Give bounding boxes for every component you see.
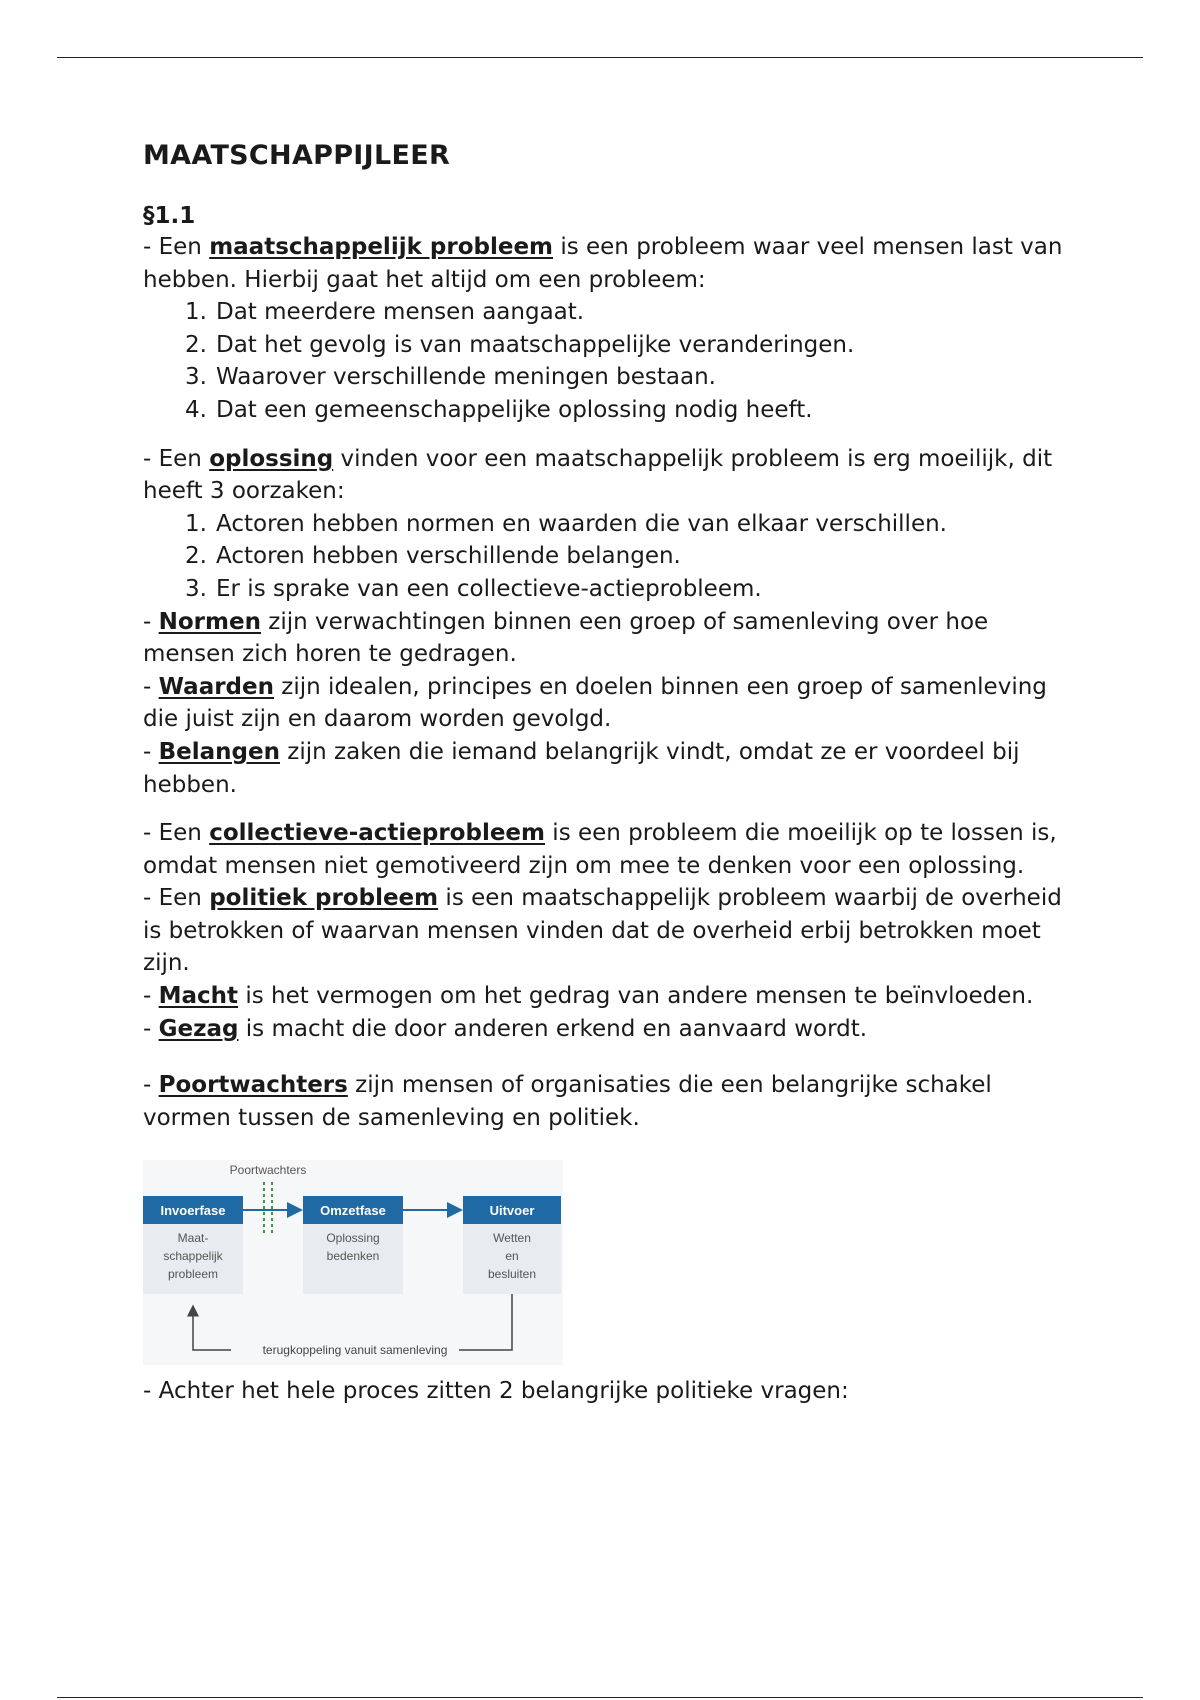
list-item (143, 394, 1063, 427)
paragraph-politiek-probleem (143, 882, 1063, 980)
box-header-invoerfase: Invoerfase (160, 1203, 226, 1219)
box-text: probleem (167, 1267, 219, 1282)
page-title: MAATSCHAPPIJLEER (143, 140, 451, 171)
text: is het vermogen om het gedrag van andere mensen te beïnvloeden. (238, 983, 1034, 1010)
list-number: 2. (185, 543, 207, 570)
text: - Een (143, 234, 210, 260)
top-rule (57, 57, 1143, 58)
term-waarden: Waarden (158, 673, 274, 700)
document-body (143, 138, 1063, 1408)
diagram-svg (143, 1160, 563, 1365)
text: - (143, 1072, 159, 1099)
text: zijn verwachtingen binnen een groep of samenleving over hoe mensen zich horen te gedragen. (143, 608, 989, 668)
list-number: 1. (185, 510, 207, 537)
list-item (143, 508, 1063, 541)
box-text: schappelijk (163, 1249, 223, 1264)
gate-label: Poortwachters (229, 1163, 307, 1178)
paragraph-macht (143, 980, 1063, 1013)
text: - Een (143, 885, 210, 912)
bottom-rule (57, 1697, 1143, 1698)
list-text: Er is sprake van een collectieve-actieprobleem. (216, 575, 762, 602)
text: - (143, 673, 159, 700)
paragraph-maatschappelijk-probleem (143, 231, 1063, 296)
box-text: en (505, 1249, 519, 1264)
paragraph-belangen (143, 736, 1063, 801)
list-probleem-kenmerken (143, 296, 1063, 426)
text: is macht die door anderen erkend en aanvaard wordt. (238, 1015, 868, 1042)
box-header-omzetfase: Omzetfase (320, 1203, 386, 1219)
term-politiek-probleem: politiek probleem (209, 885, 439, 912)
text: is een probleem die moeilijk op te lossen is, omdat mensen niet gemotiveerd zijn om mee te denken voor een oplossing. (143, 820, 1057, 879)
box-text: Wetten (493, 1231, 531, 1246)
box-text: Oplossing (326, 1231, 380, 1246)
term-poortwachters: Poortwachters (158, 1072, 348, 1099)
text: - Een (143, 445, 210, 472)
list-text: Dat een gemeenschappelijke oplossing nodig heeft. (216, 396, 813, 423)
text: - (143, 738, 159, 765)
list-number: 4. (185, 396, 207, 423)
term-collectieve-actieprobleem: collectieve-actieprobleem (209, 820, 545, 847)
list-text: Dat meerdere mensen aangaat. (216, 299, 585, 326)
text: is een probleem waar veel mensen last van hebben. Hierbij gaat het altijd om een probleem: (143, 234, 1063, 293)
text: - Een (143, 820, 210, 847)
box-header-uitvoer: Uitvoer (489, 1203, 535, 1219)
box-text: bedenken (326, 1249, 380, 1264)
list-item (143, 573, 1063, 606)
list-number: 2. (185, 331, 207, 358)
text: zijn zaken die iemand belangrijk vindt, omdat ze er voordeel bij hebben. (143, 738, 1020, 798)
list-text: Dat het gevolg is van maatschappelijke veranderingen. (216, 331, 855, 358)
text: vinden voor een maatschappelijk probleem is erg moeilijk, dit heeft 3 oorzaken: (143, 445, 1053, 505)
list-item (143, 540, 1063, 573)
text: zijn mensen of organisaties die een belangrijke schakel vormen tussen de samenleving en politiek. (143, 1072, 992, 1131)
term-maatschappelijk-probleem: maatschappelijk probleem (209, 234, 554, 260)
list-oorzaken (143, 508, 1063, 606)
paragraph-waarden (143, 671, 1063, 736)
paragraph-closing: - Achter het hele proces zitten 2 belangrijke politieke vragen: (143, 1378, 849, 1405)
term-normen: Normen (158, 608, 261, 635)
paragraph-oplossing (143, 443, 1063, 508)
paragraph-normen (143, 606, 1063, 671)
text: - (143, 983, 159, 1010)
list-number: 3. (185, 364, 207, 391)
term-oplossing: oplossing (209, 445, 334, 472)
text: - (143, 608, 159, 635)
box-text: Maat- (177, 1231, 209, 1246)
paragraph-gezag (143, 1013, 1063, 1046)
term-macht: Macht (158, 983, 239, 1010)
list-text: Actoren hebben normen en waarden die van elkaar verschillen. (216, 510, 947, 537)
text: zijn idealen, principes en doelen binnen een groep of samenleving die juist zijn en daarom worden gevolgd. (143, 673, 1047, 733)
section-heading: §1.1 (143, 203, 196, 229)
text: is een maatschappelijk probleem waarbij de overheid is betrokken of waarvan mensen vinden dat de overheid erbij betrokken moet zijn. (143, 885, 1062, 977)
list-number: 1. (185, 299, 207, 326)
feedback-label: terugkoppeling vanuit samenleving (262, 1343, 448, 1358)
box-text: besluiten (487, 1267, 537, 1282)
term-gezag: Gezag (158, 1015, 239, 1042)
political-system-diagram (143, 1160, 563, 1365)
list-item (143, 296, 1063, 329)
term-belangen: Belangen (158, 738, 280, 765)
list-text: Actoren hebben verschillende belangen. (216, 543, 681, 570)
list-number: 3. (185, 575, 207, 602)
paragraph-poortwachters (143, 1069, 1063, 1134)
list-text: Waarover verschillende meningen bestaan. (216, 364, 716, 391)
text: - (143, 1015, 159, 1042)
list-item (143, 329, 1063, 362)
paragraph-collectieve-actieprobleem (143, 817, 1063, 882)
list-item (143, 361, 1063, 394)
